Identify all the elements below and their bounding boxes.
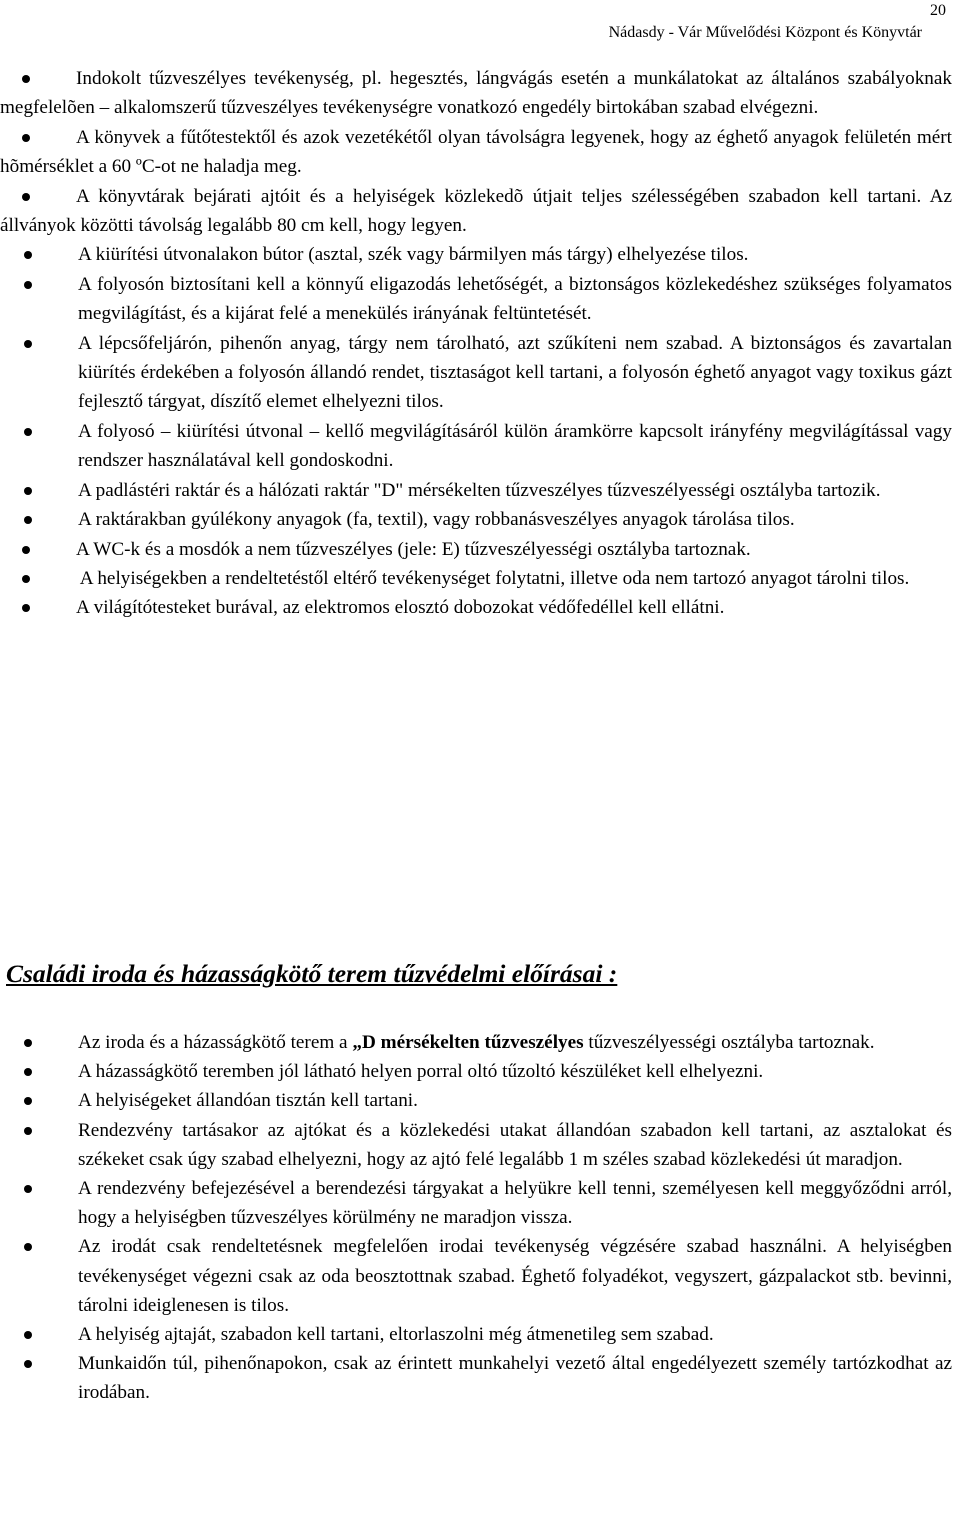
list-item-text: Indokolt tűzveszélyes tevékenység, pl. hegesztés, lángvágás esetén a munkálatokat az általános szabályoknak megfelelõen – alkalomszerű tűzveszélyes tevékenységre vonatkozó engedély birtokában szabad elvégezni.: [0, 68, 952, 119]
list-item-text: A helyiségeket állandóan tisztán kell tartani.: [78, 1090, 418, 1112]
list-item-text: A házasságkötő teremben jól látható helyen porral oltó tűzoltó készüléket kell elhelyezni.: [78, 1061, 764, 1083]
bullet-icon: [24, 1320, 34, 1350]
list-item-text: Munkaidőn túl, pihenőnapokon, csak az érintett munkahelyi vezető által engedélyezett személy tartózkodhat az irodában.: [78, 1353, 952, 1404]
bullet-icon: [22, 535, 32, 565]
list-item-text: Az iroda és a házasságkötő terem a: [78, 1032, 353, 1053]
list-item-text: A rendezvény befejezésével a berendezési tárgyakat a helyükre kell tenni, személyesen kell meggyőződni arról, hogy a helyiségben tűzveszélyes körülmény ne maradjon vissza.: [78, 1178, 952, 1229]
header-title: Nádasdy - Vár Művelődési Központ és Könyvtár: [608, 24, 922, 41]
list-item: [78, 240, 952, 269]
bullet-icon: [24, 1232, 34, 1262]
bullet-icon: [22, 564, 32, 594]
list-item: [78, 270, 952, 329]
fire-safety-rules-list: [0, 64, 960, 623]
fire-class-emphasis: „D mérsékelten tűzveszélyes: [352, 1032, 584, 1053]
list-item-text: A lépcsőfeljárón, pihenőn anyag, tárgy nem tárolható, azt szűkíteni nem szabad. A biztonságos és zavartalan kiürítés érdekében a folyosón állandó rendet, tisztaságot kell tartani, a folyosón éghető anyagot vagy toxikus gázt fejlesztő tárgyat, díszítő elemet elhelyezni tilos.: [78, 332, 952, 413]
bullet-icon: [24, 270, 34, 300]
list-item: [78, 1028, 952, 1057]
office-rules-list: [0, 1028, 960, 1408]
list-item-text: A világítótesteket burával, az elektromos elosztó dobozokat védőfedéllel kell ellátni.: [76, 597, 725, 619]
bullet-icon: [24, 1028, 34, 1058]
list-item-text: Rendezvény tartásakor az ajtókat és a közlekedési utakat állandóan szabadon kell tartani, az asztalokat és székeket csak úgy szabad elhelyezni, hogy az ajtó felé legalább 1 m széles szabad közlekedési út maradjon.: [78, 1119, 952, 1170]
list-item: [0, 564, 952, 593]
bullet-icon: [22, 123, 32, 153]
bullet-icon: [22, 64, 32, 94]
bullet-icon: [24, 476, 34, 506]
list-item-text: Az irodát csak rendeltetésnek megfelelően irodai tevékenység végzésére szabad használni. A helyiségben tevékenységet végezni csak az oda beosztottnak szabad. Éghető folyadékot, vegyszert, gázpalackot stb. bevinni, tárolni ideiglenesen is tilos.: [78, 1236, 952, 1316]
list-item-text: A raktárakban gyúlékony anyagok (fa, textil), vagy robbanásveszélyes anyagok tárolása tilos.: [78, 509, 795, 531]
bullet-icon: [24, 417, 34, 447]
list-item-text: A folyosón biztosítani kell a könnyű eligazodás lehetőségét, a biztonságos közlekedéshez szükséges folyamatos megvilágítást, és a kijárat felé a menekülés irányának feltüntetését.: [78, 273, 952, 325]
section-heading: Családi iroda és házasságkötő terem tűzvédelmi előírásai :: [6, 959, 618, 988]
list-item-text: A könyvtárak bejárati ajtóit és a helyiségek közlekedõ útjait teljes szélességében szabadon kell tartani. Az állványok közötti távolság legalább 80 cm kell, hogy legyen.: [0, 185, 952, 237]
bullet-icon: [22, 182, 32, 212]
list-item: [78, 417, 952, 476]
list-item-text: A helyiségekben a rendeltetéstől eltérő tevékenységet folytatni, illetve oda nem tartozó anyagot tárolni tilos.: [76, 567, 910, 589]
list-item: [0, 64, 952, 123]
list-item: [78, 329, 952, 417]
page-header: [8, 0, 948, 43]
list-item-text: A folyosó – kiürítési útvonal – kellő megvilágításáról külön áramkörre kapcsolt irányfény megvilágítással vagy rendszer használatával kell gondoskodni.: [78, 420, 952, 472]
list-item: [0, 593, 952, 622]
list-item: [78, 476, 952, 505]
list-item-text: A könyvek a fűtőtestektől és azok vezetékétől olyan távolságra legyenek, hogy az éghető anyagok felületén mért hõmérséklet a 60 ºC-ot ne haladja meg.: [0, 126, 952, 178]
bullet-icon: [24, 240, 34, 270]
bullet-icon: [24, 1057, 34, 1087]
list-item-text: A padlástéri raktár és a hálózati raktár "D" mérsékelten tűzveszélyes tűzveszélyességi osztályba tartozik.: [78, 479, 881, 501]
list-item: [78, 1086, 952, 1115]
bullet-icon: [24, 1086, 34, 1116]
list-item-text-tail: tűzveszélyességi osztályba tartoznak.: [583, 1032, 875, 1053]
list-item: [78, 1349, 952, 1407]
list-item-text: A helyiség ajtaját, szabadon kell tartani, eltorlaszolni még átmenetileg sem szabad.: [78, 1324, 714, 1346]
list-item: [0, 123, 952, 182]
bullet-icon: [24, 1116, 34, 1146]
list-item-text: A kiürítési útvonalakon bútor (asztal, szék vagy bármilyen más tárgy) elhelyezése tilos.: [78, 244, 749, 266]
list-item: [78, 1116, 952, 1174]
list-item: [0, 535, 952, 564]
list-item: [78, 1057, 952, 1086]
list-item-text: A WC-k és a mosdók a nem tűzveszélyes (jele: E) tűzveszélyességi osztályba tartoznak.: [76, 538, 751, 560]
list-item: [78, 1320, 952, 1349]
bullet-icon: [24, 505, 34, 535]
list-item: [78, 505, 952, 534]
list-item: [78, 1174, 952, 1232]
bullet-icon: [24, 1174, 34, 1204]
list-item: [78, 1232, 952, 1320]
bullet-icon: [24, 329, 34, 359]
bullet-icon: [24, 1349, 34, 1379]
bullet-icon: [22, 593, 32, 623]
page-number: 20: [930, 2, 946, 19]
list-item: [0, 182, 952, 241]
